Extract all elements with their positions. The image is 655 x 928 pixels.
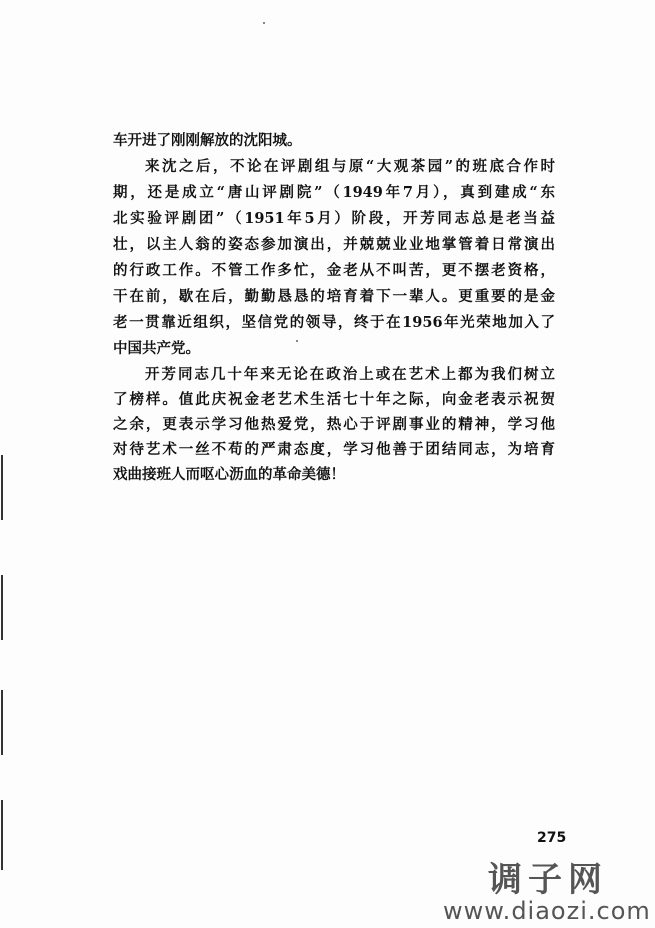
watermark-url: www.diaozi.com bbox=[443, 897, 651, 925]
text-line: 老一贯靠近组织，坚信党的领导，终于在1956年光荣地加入了 bbox=[113, 314, 555, 331]
watermark-title: 调子网 bbox=[488, 860, 608, 900]
scan-edge-mark bbox=[1, 455, 3, 520]
text-line: 期，还是成立“唐山评剧院”（1949年7月），真到建成“东 bbox=[113, 184, 555, 201]
text-line: 来沈之后，不论在评剧组与原“大观茶园”的班底合作时 bbox=[145, 158, 555, 175]
text-line: 的行政工作。不管工作多忙，金老从不叫苦，更不摆老资格， bbox=[113, 262, 555, 279]
text-line: 车开进了刚刚解放的沈阳城。 bbox=[113, 132, 302, 149]
page-number: 275 bbox=[537, 830, 567, 846]
text-line: 戏曲接班人而呕心沥血的革命美德！ bbox=[113, 466, 345, 483]
text-line: 壮，以主人翁的姿态参加演出，并兢兢业业地掌管着日常演出 bbox=[113, 236, 555, 253]
scan-edge-mark bbox=[1, 800, 3, 870]
scan-edge-mark bbox=[1, 690, 3, 755]
text-line: 开芳同志几十年来无论在政治上或在艺术上都为我们树立 bbox=[145, 366, 555, 383]
text-line: 中国共产党。 bbox=[113, 340, 200, 357]
scan-speck bbox=[263, 22, 265, 24]
text-line: 之余，更表示学习他热爱党，热心于评剧事业的精神，学习他 bbox=[113, 416, 555, 433]
text-line: 北实验评剧团”（1951年5月）阶段，开芳同志总是老当益 bbox=[113, 210, 555, 227]
text-line: 干在前，歇在后，勤勤恳恳的培育着下一辈人。更重要的是金 bbox=[113, 288, 555, 305]
scan-speck bbox=[296, 340, 298, 342]
text-line: 对待艺术一丝不苟的严肃态度，学习他善于团结同志，为培育 bbox=[113, 441, 555, 458]
text-line: 了榜样。值此庆祝金老艺术生活七十年之际，向金老表示祝贺 bbox=[113, 391, 555, 408]
scan-edge-mark bbox=[1, 575, 3, 640]
